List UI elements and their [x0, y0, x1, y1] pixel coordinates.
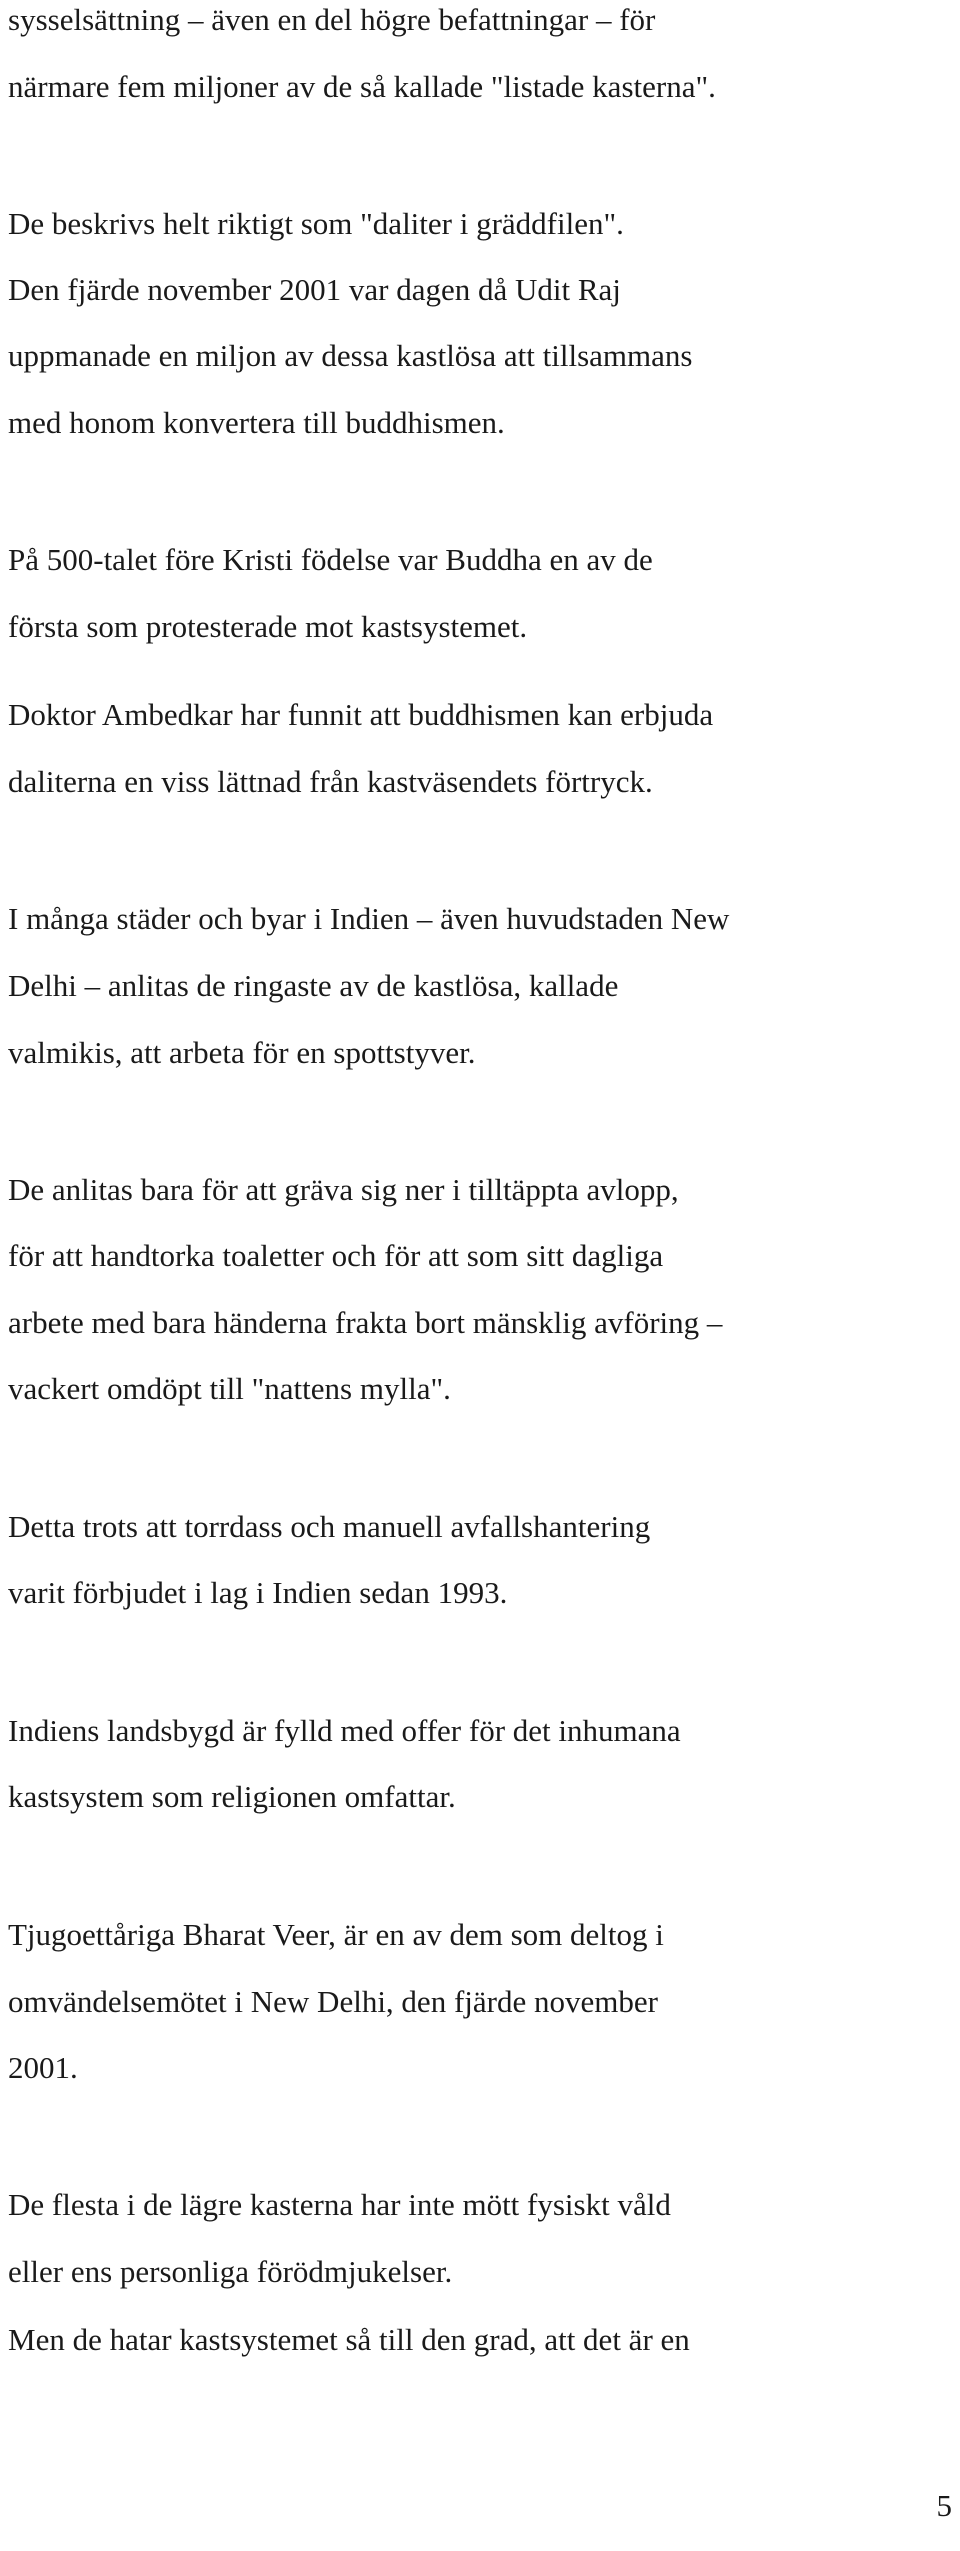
text-line: eller ens personliga förödmjukelser. — [8, 2254, 453, 2289]
text-line: för att handtorka toaletter och för att som sitt dagliga — [8, 1238, 664, 1273]
text-line: Doktor Ambedkar har funnit att buddhismen kan erbjuda — [8, 697, 714, 732]
text-line: Detta trots att torrdass och manuell avfallshantering — [8, 1509, 651, 1544]
text-line: I många städer och byar i Indien – även huvudstaden New — [8, 901, 730, 936]
text-line: uppmanade en miljon av dessa kastlösa att tillsammans — [8, 338, 693, 373]
text-line: Delhi – anlitas de ringaste av de kastlösa, kallade — [8, 968, 619, 1003]
text-line: valmikis, att arbeta för en spottstyver. — [8, 1035, 476, 1070]
text-line: På 500-talet före Kristi födelse var Buddha en av de — [8, 542, 653, 577]
page-number: 5 — [936, 2488, 952, 2523]
text-line: vackert omdöpt till "nattens mylla". — [8, 1371, 451, 1406]
text-line: varit förbjudet i lag i Indien sedan 1993. — [8, 1575, 508, 1610]
text-line: kastsystem som religionen omfattar. — [8, 1779, 456, 1814]
text-line: Men de hatar kastsystemet så till den grad, att det är en — [8, 2322, 690, 2357]
text-line: 2001. — [8, 2050, 78, 2085]
text-line: Den fjärde november 2001 var dagen då Udit Raj — [8, 272, 621, 307]
text-line: närmare fem miljoner av de så kallade "listade kasterna". — [8, 69, 716, 104]
text-line: Tjugoettåriga Bharat Veer, är en av dem som deltog i — [8, 1917, 664, 1952]
text-line: första som protesterade mot kastsystemet. — [8, 609, 528, 644]
text-line: med honom konvertera till buddhismen. — [8, 405, 505, 440]
text-line: De beskrivs helt riktigt som "daliter i gräddfilen". — [8, 206, 624, 241]
text-line: sysselsättning – även en del högre befattningar – för — [8, 2, 656, 37]
text-line: De flesta i de lägre kasterna har inte mött fysiskt våld — [8, 2187, 671, 2222]
text-line: Indiens landsbygd är fylld med offer för det inhumana — [8, 1713, 681, 1748]
text-line: omvändelsemötet i New Delhi, den fjärde november — [8, 1984, 658, 2019]
text-line: De anlitas bara för att gräva sig ner i tilltäppta avlopp, — [8, 1172, 679, 1207]
text-line: daliterna en viss lättnad från kastväsendets förtryck. — [8, 764, 653, 799]
text-line: arbete med bara händerna frakta bort mänsklig avföring – — [8, 1305, 723, 1340]
